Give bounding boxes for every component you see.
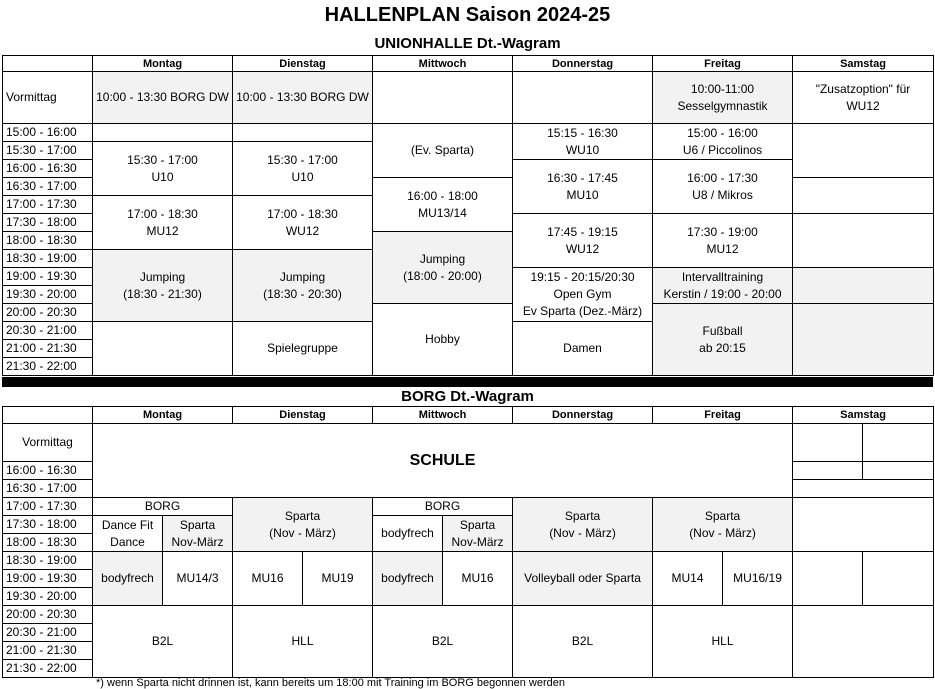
slot-empty	[863, 552, 934, 606]
slot-thu-b-time: 16:30 - 17:45	[547, 170, 618, 185]
slot-mon-b	[163, 516, 233, 552]
slot-tue-d: MU19	[303, 552, 373, 606]
slot-wed-c	[373, 232, 513, 304]
day-header-samstag: Samstag	[793, 56, 934, 72]
slot-wed-a: (Ev. Sparta)	[373, 124, 513, 178]
day-header-dienstag: Dienstag	[233, 407, 373, 424]
slot-mon-a-time: 15:30 - 17:00	[127, 152, 198, 167]
slot-fri-c-group: MU12	[706, 241, 739, 256]
slot-fri-a-group: U6 / Piccolinos	[682, 142, 763, 157]
time-label: 19:30 - 20:00	[3, 286, 93, 304]
time-label: 21:30 - 22:00	[3, 358, 93, 376]
slot-wed-b-time: 16:00 - 18:00	[407, 188, 478, 203]
slot-empty	[93, 322, 233, 376]
slot-mon-a-sub: Dance	[110, 534, 145, 549]
slot-thu-d-note: Ev Sparta (Dez.-März)	[522, 304, 643, 318]
section-divider	[2, 377, 933, 387]
slot-fri-c: MU14	[653, 552, 723, 606]
slot-wed-c-name: Jumping	[419, 251, 466, 266]
slot-fri-d	[653, 268, 793, 304]
unionhalle-subtitle: UNIONHALLE Dt.-Wagram	[374, 35, 561, 52]
day-header-donnerstag: Donnerstag	[513, 56, 653, 72]
slot-fri-d-detail: Kerstin / 19:00 - 20:00	[663, 286, 782, 301]
time-label: 18:30 - 19:00	[3, 250, 93, 268]
slot-tue-b-group: WU12	[285, 223, 320, 238]
time-label: 21:30 - 22:00	[3, 660, 93, 678]
page-title: HALLENPLAN Saison 2024-25	[324, 4, 611, 26]
time-label: 19:00 - 19:30	[3, 570, 93, 588]
slot-empty	[793, 552, 863, 606]
slot-empty	[233, 124, 373, 142]
slot-wed-d: MU16	[443, 552, 513, 606]
slot-thu-b-group: MU10	[566, 187, 599, 202]
slot-thu-e: Damen	[513, 322, 653, 376]
slot-mon-c: bodyfrech	[93, 552, 163, 606]
time-label: 16:00 - 16:30	[3, 160, 93, 178]
day-header-freitag: Freitag	[653, 407, 793, 424]
time-label: 17:00 - 17:30	[3, 196, 93, 214]
slot-mon-c-name: Jumping	[139, 269, 186, 284]
time-label: 18:00 - 18:30	[3, 534, 93, 552]
time-label: 17:00 - 17:30	[3, 498, 93, 516]
corner-cell	[3, 56, 93, 72]
slot-fri-a-time: 15:00 - 16:00	[687, 125, 758, 140]
slot-fri-d-name: Intervalltraining	[681, 269, 764, 284]
time-label: 18:00 - 18:30	[3, 232, 93, 250]
slot-wed-c-time: (18:00 - 20:00)	[403, 268, 482, 283]
slot-tue-e: HLL	[233, 606, 373, 678]
slot-tue-a-time: 15:30 - 17:00	[267, 152, 338, 167]
slot-thu-c-time: 17:45 - 19:15	[547, 224, 618, 239]
slot-fri-sparta	[653, 498, 793, 552]
slot-tue-c-name: Jumping	[279, 269, 326, 284]
time-label: 15:30 - 17:00	[3, 142, 93, 160]
slot-wed-b-note: Nov-März	[451, 534, 504, 549]
slot-thu-morning	[513, 72, 653, 124]
footnote: *) wenn Sparta nicht drinnen ist, kann bereits um 18:00 mit Training im BORG begonnen werden	[96, 677, 565, 689]
slot-empty	[793, 606, 934, 678]
slot-wed-c: bodyfrech	[373, 552, 443, 606]
slot-tue-c	[233, 250, 373, 322]
slot-wed-b-name: Sparta	[459, 517, 496, 532]
unionhalle-schedule-table	[2, 55, 934, 376]
slot-mon-b-time: 17:00 - 18:30	[127, 206, 198, 221]
slot-thu-sparta-name: Sparta	[564, 508, 601, 523]
slot-empty	[793, 178, 934, 214]
slot-tue-sparta-note: (Nov - März)	[269, 525, 336, 540]
slot-mon-b	[93, 196, 233, 250]
slot-fri-c-time: 17:30 - 19:00	[687, 224, 758, 239]
slot-wed-b-group: MU13/14	[418, 205, 467, 220]
day-header-mittwoch: Mittwoch	[373, 407, 513, 424]
slot-tue-d: Spielegruppe	[233, 322, 373, 376]
time-label: 16:30 - 17:00	[3, 178, 93, 196]
slot-thu-b	[513, 160, 653, 214]
slot-empty	[793, 498, 934, 552]
slot-thu-d-time: 19:15 - 20:15/20:30	[530, 270, 635, 284]
day-header-freitag: Freitag	[653, 56, 793, 72]
day-header-mittwoch: Mittwoch	[373, 56, 513, 72]
slot-mon-c-time: (18:30 - 21:30)	[123, 286, 202, 301]
slot-wed-e: B2L	[373, 606, 513, 678]
slot-fri-e-name: Fußball	[702, 323, 743, 338]
slot-thu-c: Volleyball oder Sparta	[513, 552, 653, 606]
slot-thu-sparta	[513, 498, 653, 552]
slot-sat-morning-group: WU12	[846, 98, 880, 113]
slot-empty	[93, 124, 233, 142]
borg-schedule-table	[2, 406, 934, 678]
slot-thu-a-group: WU10	[565, 142, 600, 157]
slot-tue-b	[233, 196, 373, 250]
slot-sat-morning-label: "Zusatzoption" für	[815, 81, 911, 96]
slot-mon-b-note: Nov-März	[171, 534, 224, 549]
slot-tue-c-time: (18:30 - 20:30)	[263, 286, 342, 301]
slot-fri-morning-group: Sesselgymnastik	[677, 98, 768, 113]
slot-fri-e-time: ab 20:15	[699, 340, 746, 355]
slot-tue-a-group: U10	[291, 169, 314, 184]
slot-fri-sparta-name: Sparta	[704, 508, 741, 523]
slot-fri-d: MU16/19	[723, 552, 793, 606]
slot-thu-d	[513, 268, 653, 322]
slot-mon-c	[93, 250, 233, 322]
slot-mon-a-name: Dance Fit	[101, 517, 154, 532]
slot-wed-b	[443, 516, 513, 552]
time-label: 20:30 - 21:00	[3, 624, 93, 642]
slot-thu-e: B2L	[513, 606, 653, 678]
slot-empty	[793, 462, 863, 480]
time-label: 18:30 - 19:00	[3, 552, 93, 570]
slot-wed-a: bodyfrech	[373, 516, 443, 552]
slot-empty	[863, 424, 934, 462]
slot-wed-head: BORG	[373, 498, 513, 516]
slot-mon-a	[93, 516, 163, 552]
slot-mon-b-name: Sparta	[179, 517, 216, 532]
slot-fri-c	[653, 214, 793, 268]
slot-wed-b	[373, 178, 513, 232]
slot-empty	[793, 480, 934, 498]
borg-subtitle: BORG Dt.-Wagram	[401, 388, 534, 405]
time-label: 17:30 - 18:00	[3, 516, 93, 534]
time-label: 20:00 - 20:30	[3, 606, 93, 624]
slot-tue-a	[233, 142, 373, 196]
slot-wed-d: Hobby	[373, 304, 513, 376]
slot-sat-morning	[793, 72, 934, 124]
slot-fri-a	[653, 124, 793, 160]
time-label: 15:00 - 16:00	[3, 124, 93, 142]
slot-mon-a	[93, 142, 233, 196]
time-label: 21:00 - 21:30	[3, 340, 93, 358]
slot-thu-a-time: 15:15 - 16:30	[547, 125, 618, 140]
time-label: 20:00 - 20:30	[3, 304, 93, 322]
slot-tue-c: MU16	[233, 552, 303, 606]
slot-fri-e	[653, 304, 793, 376]
header-row	[3, 56, 934, 72]
slot-thu-sparta-note: (Nov - März)	[549, 525, 616, 540]
school-block: SCHULE	[93, 424, 793, 498]
slot-thu-c-group: WU12	[565, 241, 600, 256]
time-label: 20:30 - 21:00	[3, 322, 93, 340]
slot-tue-sparta	[233, 498, 373, 552]
day-header-montag: Montag	[93, 56, 233, 72]
time-label: 19:00 - 19:30	[3, 268, 93, 286]
slot-empty	[863, 462, 934, 480]
slot-mon-b-group: MU12	[146, 223, 179, 238]
day-header-samstag: Samstag	[793, 407, 934, 424]
slot-fri-e: HLL	[653, 606, 793, 678]
slot-fri-morning-time: 10:00-11:00	[690, 81, 755, 96]
slot-fri-b-time: 16:00 - 17:30	[687, 170, 758, 185]
time-label-morning: Vormittag	[3, 72, 93, 124]
slot-mon-e: B2L	[93, 606, 233, 678]
slot-thu-d-group: Open Gym	[553, 287, 612, 301]
time-label-morning: Vormittag	[3, 424, 93, 462]
corner-cell	[3, 407, 93, 424]
slot-sat-d	[793, 268, 934, 304]
day-header-dienstag: Dienstag	[233, 56, 373, 72]
slot-fri-b	[653, 160, 793, 214]
slot-mon-head: BORG	[93, 498, 233, 516]
slot-mon-a-group: U10	[151, 169, 174, 184]
slot-fri-b-group: U8 / Mikros	[692, 187, 753, 202]
time-label: 17:30 - 18:00	[3, 214, 93, 232]
slot-fri-morning	[653, 72, 793, 124]
morning-row	[3, 72, 934, 124]
slot-wed-morning	[373, 72, 513, 124]
slot-mon-morning: 10:00 - 13:30 BORG DW	[93, 72, 233, 124]
slot-empty	[793, 424, 863, 462]
slot-tue-morning: 10:00 - 13:30 BORG DW	[233, 72, 373, 124]
time-label: 16:30 - 17:00	[3, 480, 93, 498]
slot-fri-sparta-note: (Nov - März)	[689, 525, 756, 540]
time-label: 21:00 - 21:30	[3, 642, 93, 660]
slot-empty	[793, 124, 934, 178]
slot-tue-sparta-name: Sparta	[284, 508, 321, 523]
slot-thu-c	[513, 214, 653, 268]
slot-empty	[793, 214, 934, 268]
slot-tue-b-time: 17:00 - 18:30	[267, 206, 338, 221]
slot-sat-e	[793, 304, 934, 376]
day-header-montag: Montag	[93, 407, 233, 424]
time-label: 19:30 - 20:00	[3, 588, 93, 606]
day-header-donnerstag: Donnerstag	[513, 407, 653, 424]
slot-thu-a	[513, 124, 653, 160]
time-label: 16:00 - 16:30	[3, 462, 93, 480]
slot-mon-d: MU14/3	[163, 552, 233, 606]
